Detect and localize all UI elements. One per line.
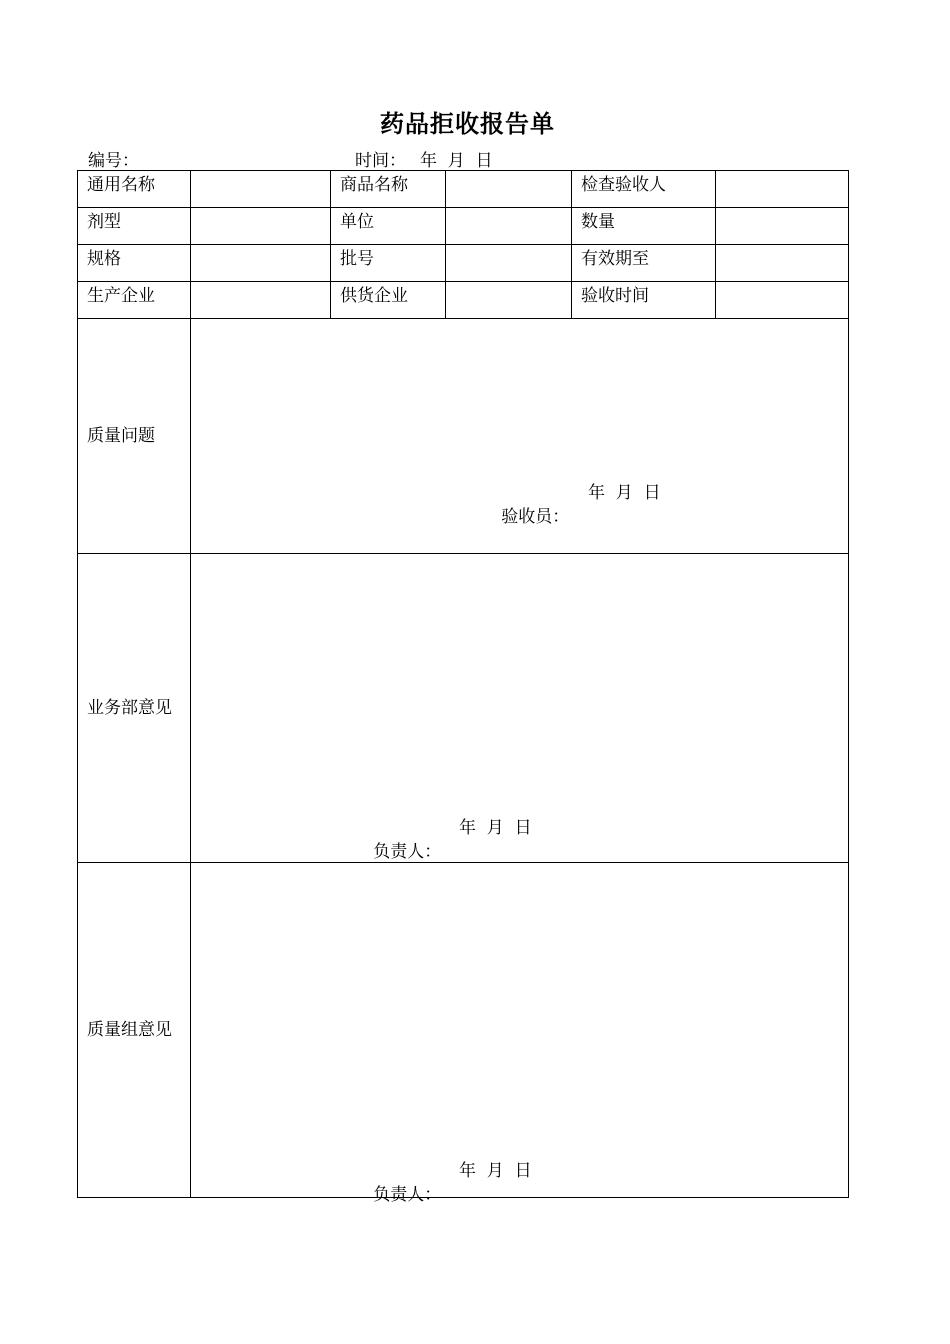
unit-label: 单位 [331,208,446,245]
generic-name-field[interactable] [191,171,331,208]
info-row-manufacturer [78,282,849,319]
dosage-form-label: 剂型 [78,208,191,245]
time-date: 年 月 日 [420,151,493,171]
quantity-field[interactable] [716,208,849,245]
time-label: 时间： [355,151,406,171]
quality-group-signer-label: 负责人： [373,1185,442,1205]
quality-issue-date: 年 月 日 [588,483,661,503]
quantity-label: 数量 [572,208,716,245]
inspection-time-field[interactable] [716,282,849,319]
quality-group-opinion-label: 质量组意见 [78,863,191,1198]
manufacturer-field[interactable] [191,282,331,319]
document-title: 药品拒收报告单 [380,109,555,138]
section-quality-group-opinion [78,863,849,1198]
expiry-field[interactable] [716,245,849,282]
report-time [355,146,493,171]
manufacturer-label: 生产企业 [78,282,191,319]
info-row-generic-name [78,171,849,208]
unit-field[interactable] [446,208,572,245]
quality-issue-label: 质量问题 [78,319,191,554]
quality-group-opinion-body[interactable] [191,863,849,1205]
inspector-label: 检查验收人 [572,171,716,208]
business-signer-label: 负责人： [373,842,442,862]
trade-name-label: 商品名称 [331,171,446,208]
expiry-label: 有效期至 [572,245,716,282]
supplier-label: 供货企业 [331,282,446,319]
info-row-specification [78,245,849,282]
business-opinion-body[interactable] [191,554,849,863]
specification-field[interactable] [191,245,331,282]
generic-name-label: 通用名称 [78,171,191,208]
business-opinion-label: 业务部意见 [78,554,191,863]
info-row-dosage-form [78,208,849,245]
dosage-form-field[interactable] [191,208,331,245]
quality-group-opinion-date: 年 月 日 [459,1161,532,1181]
inspection-time-label: 验收时间 [572,282,716,319]
rejection-report-table [77,170,849,1205]
batch-number-field[interactable] [446,245,572,282]
supplier-field[interactable] [446,282,572,319]
trade-name-field[interactable] [446,171,572,208]
section-quality-issue [78,319,849,554]
specification-label: 规格 [78,245,191,282]
batch-number-label: 批号 [331,245,446,282]
quality-issue-body[interactable] [191,319,849,554]
business-opinion-date: 年 月 日 [459,818,532,838]
quality-group-signature [330,1159,532,1255]
serial-number-label: 编号： [88,151,139,171]
inspector-sign-label: 验收员： [501,507,570,527]
inspector-field[interactable] [716,171,849,208]
section-business-opinion [78,554,849,863]
